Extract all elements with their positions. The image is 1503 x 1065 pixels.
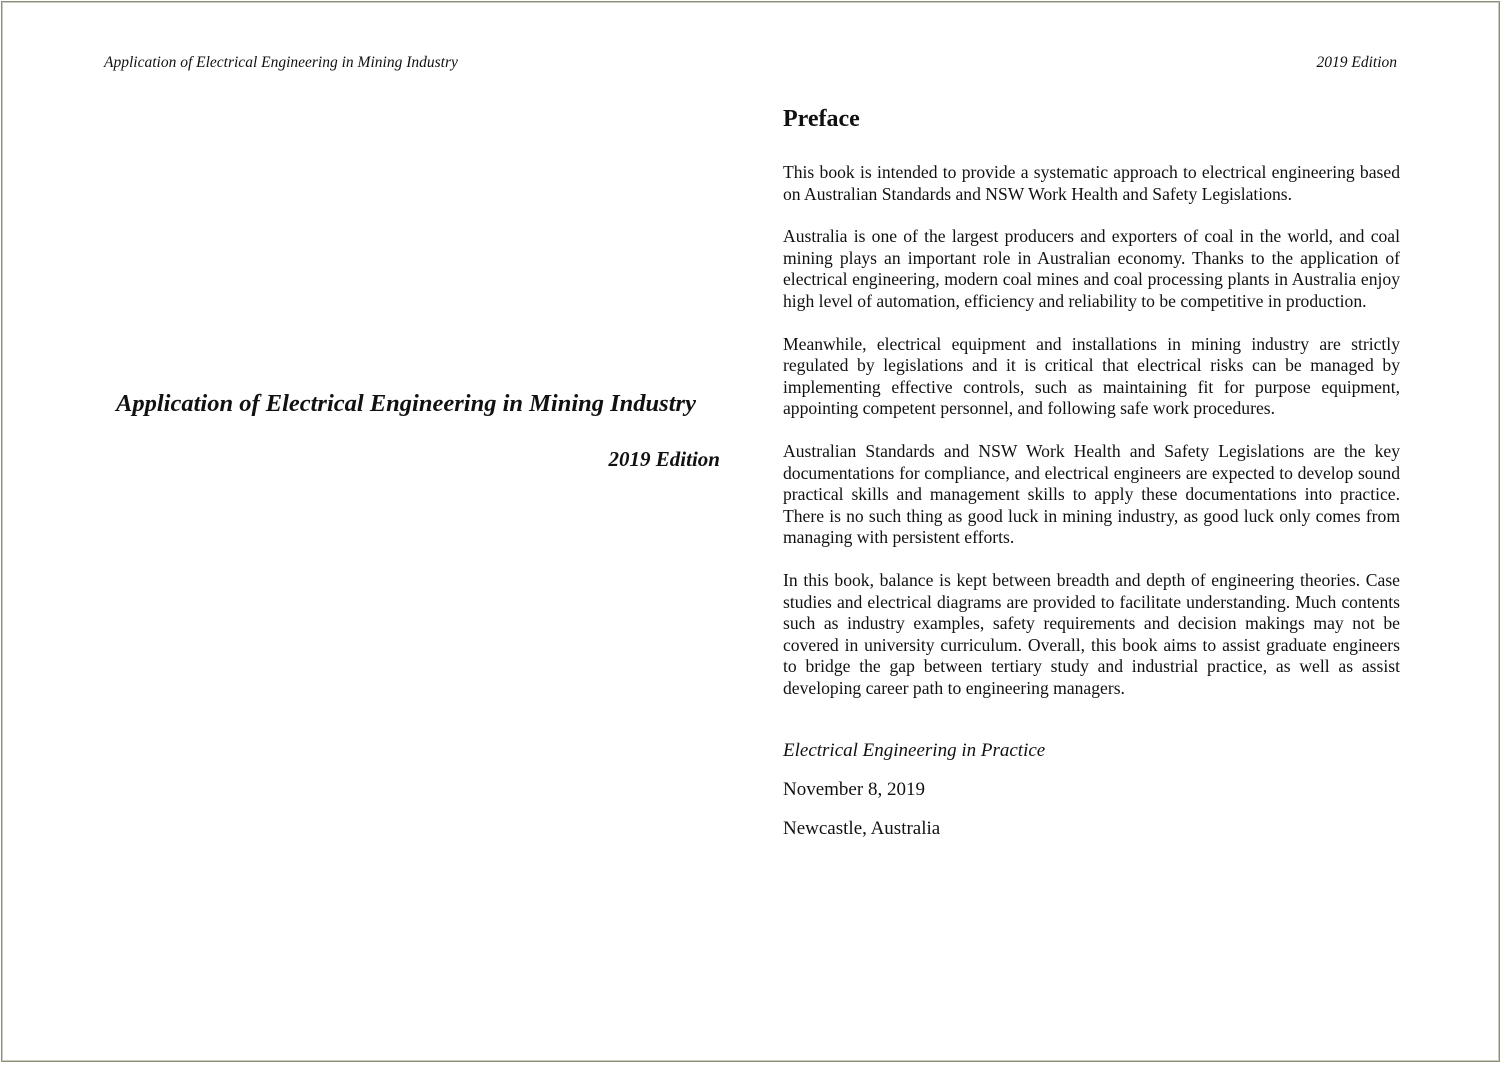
preface-paragraph: Meanwhile, electrical equipment and installations in mining industry are strictly regulated by legislations and it is critical that electrical risks can be managed by implementing effective controls, such as maintaining fit for purpose equipment, appointing competent personnel, and following safe work procedures. — [783, 333, 1400, 419]
preface-paragraph: This book is intended to provide a systematic approach to electrical engineering based on Australian Standards and NSW Work Health and Safety Legislations. — [783, 162, 1400, 204]
book-edition: 2019 Edition — [608, 447, 720, 471]
preface-paragraph: Australia is one of the largest producers and exporters of coal in the world, and coal mining plays an important role in Australian economy. Thanks to the application of electrical engineering, modern coal mines and coal processing plants in Australia enjoy high level of automation, efficiency and reliability to be competitive in production. — [783, 226, 1400, 311]
signature-date: November 8, 2019 — [783, 779, 925, 801]
preface-heading: Preface — [783, 106, 860, 132]
preface-signature — [783, 739, 1400, 841]
book-title: Application of Electrical Engineering in Mining Industry — [116, 390, 696, 417]
signature-author: Electrical Engineering in Practice — [783, 740, 1046, 762]
preface-paragraph: In this book, balance is kept between breadth and depth of engineering theories. Case studies and electrical diagrams are provided to facilitate understanding. Much contents such as industry examples, safety requirements and decision makings may not be covered in university curriculum. Overall, this book aims to assist graduate engineers to bridge the gap between tertiary study and industrial practice, as well as assist developing career path to engineering managers. — [783, 569, 1400, 698]
preface-paragraph: Australian Standards and NSW Work Health and Safety Legislations are the key documentations for compliance, and electrical engineers are expected to develop sound practical skills and management skills to apply these documentations into practice. There is no such thing as good luck in mining industry, as good luck only comes from managing with persistent efforts. — [783, 440, 1400, 548]
running-header-edition: 2019 Edition — [1316, 54, 1397, 71]
preface-section — [783, 104, 1400, 856]
signature-place: Newcastle, Australia — [783, 818, 941, 840]
running-header-title: Application of Electrical Engineering in Mining Industry — [104, 54, 458, 71]
